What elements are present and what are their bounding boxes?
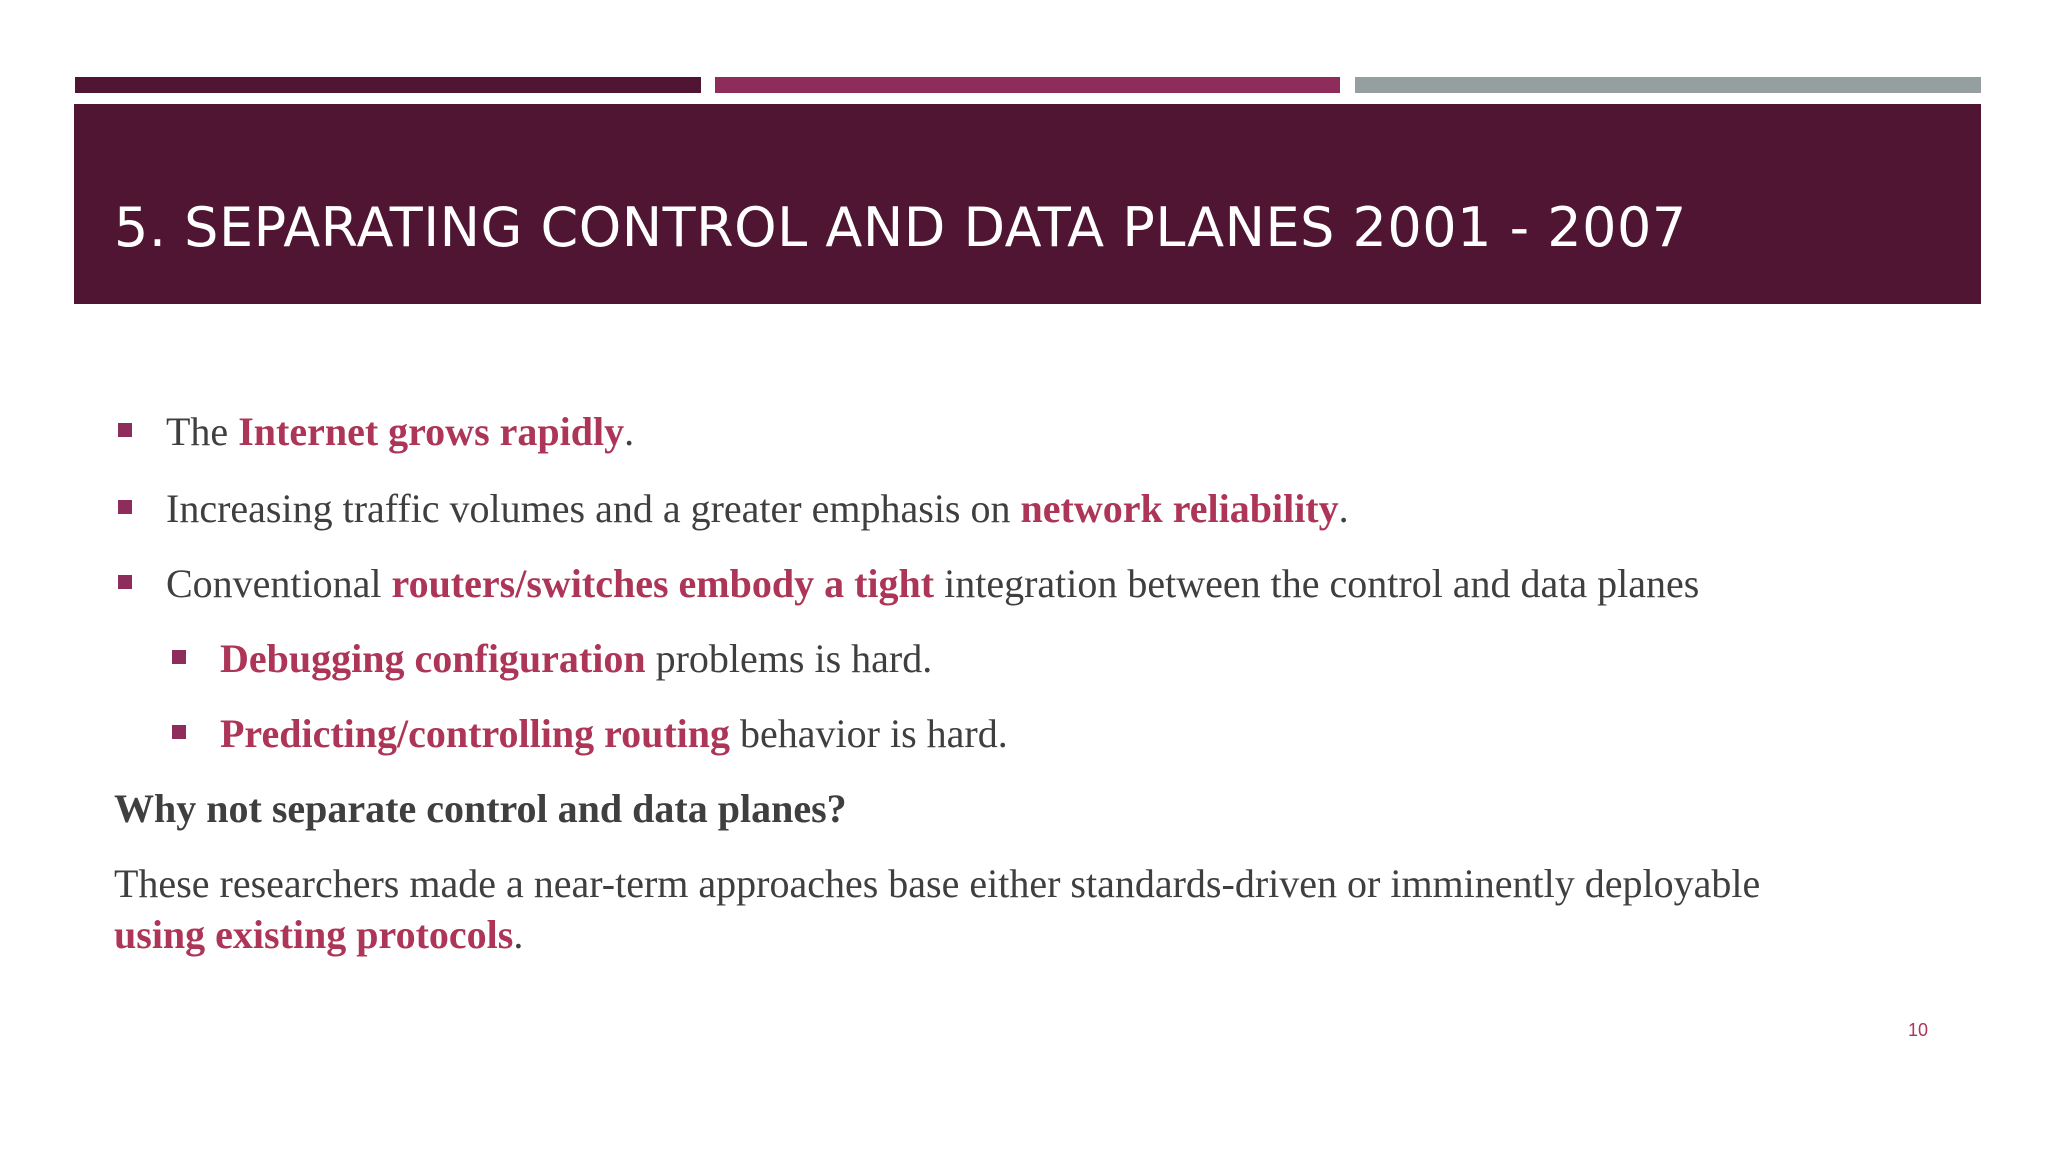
bullet-item <box>166 409 635 454</box>
question-heading: Why not separate control and data planes? <box>114 786 847 831</box>
bullet-highlight: network reliability <box>1020 486 1339 531</box>
bullet-text: . <box>624 409 635 454</box>
square-bullet-icon <box>118 423 132 437</box>
accent-stripe-gray <box>1355 77 1981 93</box>
accent-stripe-dark <box>75 77 701 93</box>
square-bullet-icon <box>172 725 186 739</box>
square-bullet-icon <box>118 500 132 514</box>
paragraph-highlight: using existing protocols <box>114 912 514 957</box>
bullet-item <box>166 486 1349 531</box>
bullet-item <box>166 561 1700 606</box>
slide-title: 5. SEPARATING CONTROL AND DATA PLANES 2001 - 2007 <box>114 196 1687 259</box>
paragraph-text: . <box>513 912 524 957</box>
bullet-highlight: Internet grows rapidly <box>238 409 625 454</box>
sub-bullet-item <box>220 711 1008 756</box>
paragraph-line-2 <box>114 912 524 957</box>
bullet-text: The <box>166 409 239 454</box>
page-number: 10 <box>1908 1020 1929 1040</box>
bullet-text: Increasing traffic volumes and a greater emphasis on <box>166 486 1021 531</box>
bullet-text: behavior is hard. <box>730 711 1008 756</box>
paragraph-line-1: These researchers made a near-term approaches base either standards-driven or imminently deployable <box>114 861 1761 906</box>
accent-stripe-magenta <box>715 77 1340 93</box>
bullet-text: integration between the control and data planes <box>934 561 1700 606</box>
title-bar <box>74 104 1981 304</box>
bullet-text: problems is hard. <box>645 636 933 681</box>
bullet-text: . <box>1338 486 1349 531</box>
bullet-text: Conventional <box>166 561 392 606</box>
sub-bullet-item <box>220 636 933 681</box>
square-bullet-icon <box>118 575 132 589</box>
bullet-highlight: routers/switches embody a tight <box>391 561 935 606</box>
bullet-highlight: Debugging configuration <box>220 636 646 681</box>
square-bullet-icon <box>172 650 186 664</box>
bullet-highlight: Predicting/controlling routing <box>220 711 731 756</box>
